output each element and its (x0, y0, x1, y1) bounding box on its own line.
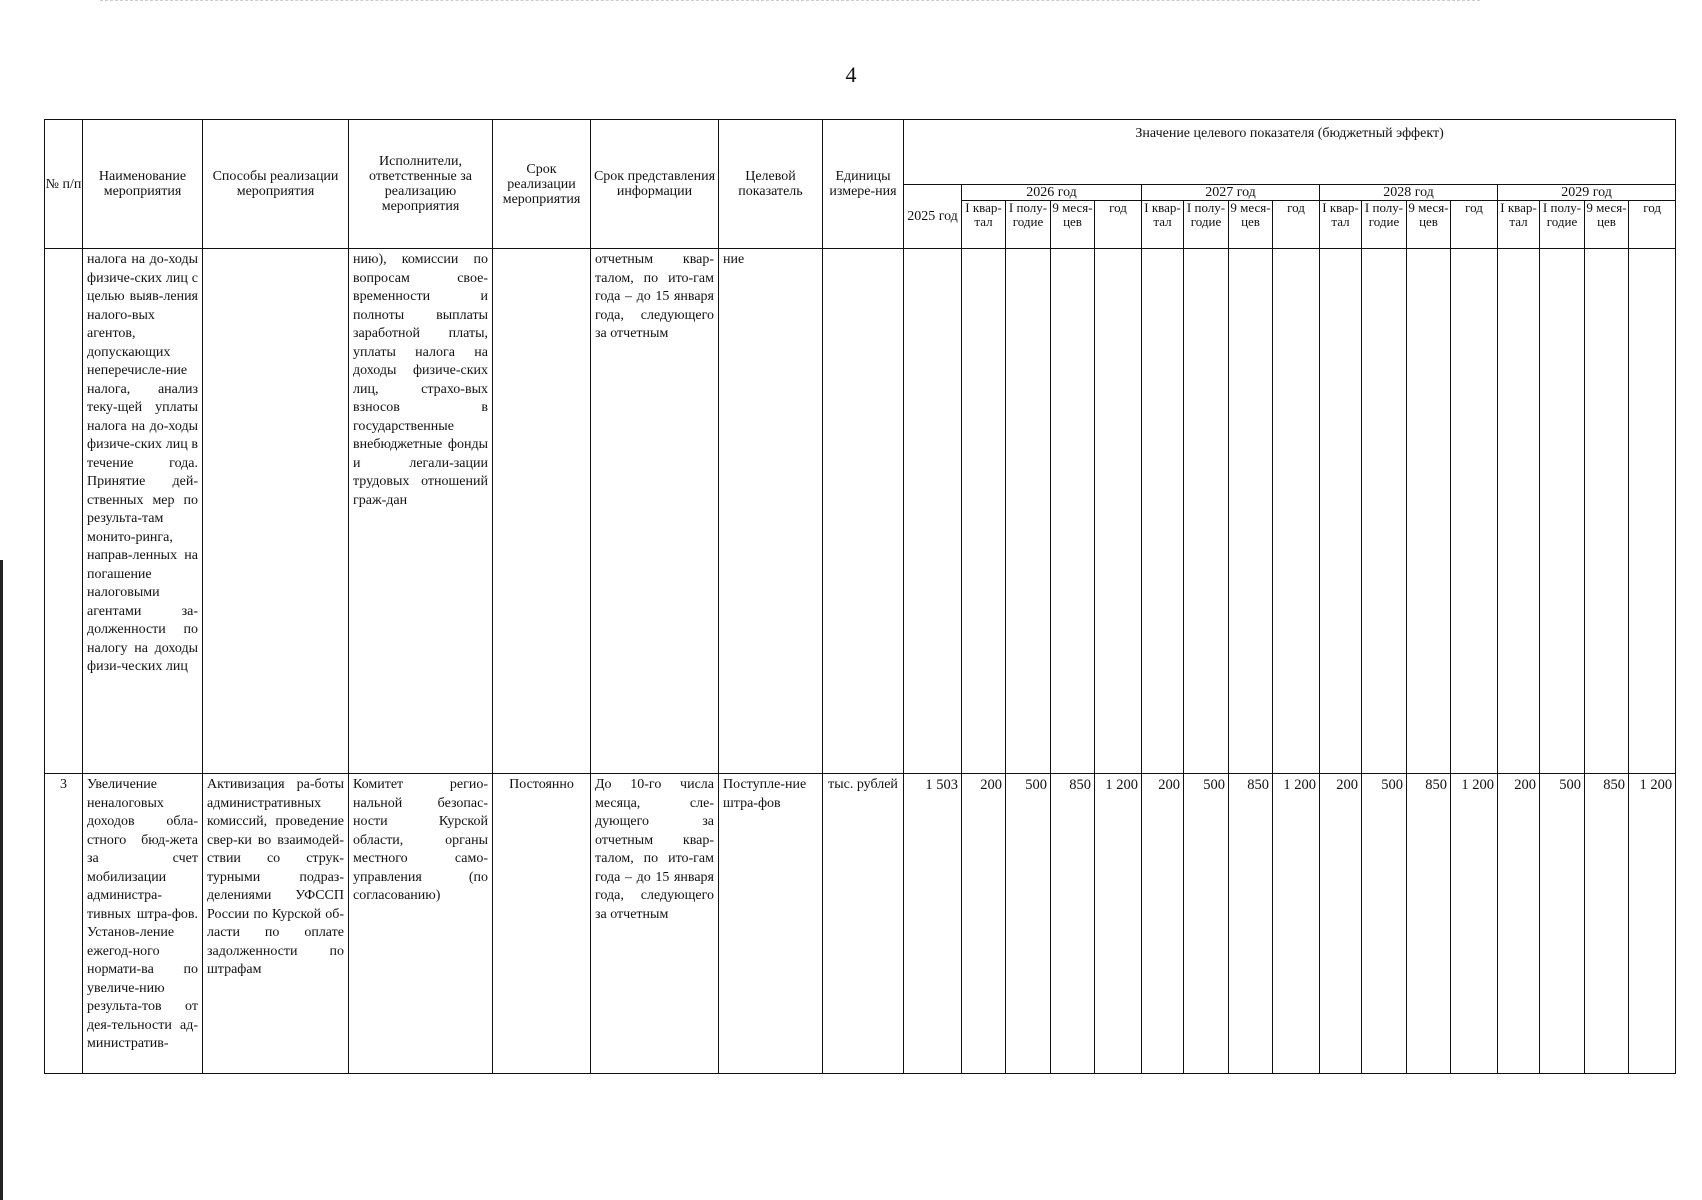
header-indicator: Целевой показатель (719, 120, 823, 249)
row-executors: Комитет регио-нальной безопас-ности Курской области, органы местного само-управления (по согласованию) (349, 774, 493, 1074)
value-cell (1451, 249, 1498, 774)
row-name: налога на до-ходы физиче-ских лиц с целью выяв-ления налого-вых агентов, допускающих неперечисле-ние налога, анализ теку-щей уплаты налога на до-ходы физиче-ских лиц в течение года. Принятие дей-ственных мер по результа-там монито-ринга, направ-ленных на погашение налоговыми агентами за-долженности по налогу на доходы физи-ческих лиц (83, 249, 203, 774)
value-cell: 500 (1184, 774, 1229, 1074)
value-cell (1498, 249, 1540, 774)
row-info-term: До 10-го числа месяца, сле-дующего за отчетным квар-талом, по ито-гам года – до 15 января года, следующего за отчетным (591, 774, 719, 1074)
value-cell (1229, 249, 1273, 774)
value-cell (1320, 249, 1362, 774)
value-cell: 850 (1585, 774, 1629, 1074)
value-cell (1142, 249, 1184, 774)
value-cell: 500 (1540, 774, 1585, 1074)
value-cell (962, 249, 1006, 774)
header-executors: Исполнители, ответственные за реализацию мероприятия (349, 120, 493, 249)
header-value-group: Значение целевого показателя (бюджетный эффект) (904, 120, 1676, 185)
value-cell (1585, 249, 1629, 774)
row-methods: Активизация ра-боты административных комиссий, проведение свер-ки во взаимодей-ствии со струк-турными подраз-делениями УФССП России по Курской об-ласти по оплате задолженности по штрафам (203, 774, 349, 1074)
value-cell: 1 200 (1273, 774, 1320, 1074)
row-name: Увеличение неналоговых доходов обла-стного бюд-жета за счет мобилизации администра-тивных штра-фов. Установ-ление ежегод-ного нормати-ва по увеличе-нию результа-тов от дея-тельности ад-министратив- (83, 774, 203, 1074)
value-cell (1184, 249, 1229, 774)
header-year: год (1629, 201, 1676, 249)
value-cell: 200 (1320, 774, 1362, 1074)
header-half-year: I полу-годие (1540, 201, 1585, 249)
header-quarter: I квар-тал (962, 201, 1006, 249)
table-row (45, 774, 1676, 1074)
value-cell: 200 (1142, 774, 1184, 1074)
header-year: год (1273, 201, 1320, 249)
row-term (493, 249, 591, 774)
scan-edge (0, 560, 3, 1200)
value-cell (904, 249, 962, 774)
header-units: Единицы измере-ния (823, 120, 904, 249)
header-year: год (1095, 201, 1142, 249)
header-year-2026: 2026 год (962, 185, 1142, 201)
row-info-term: отчетным квар-талом, по ито-гам года – до 15 января года, следующего за отчетным (591, 249, 719, 774)
value-cell: 500 (1006, 774, 1051, 1074)
row-indicator: ние (719, 249, 823, 774)
header-term: Срок реализации мероприятия (493, 120, 591, 249)
header-9-months: 9 меся-цев (1051, 201, 1095, 249)
header-half-year: I полу-годие (1362, 201, 1407, 249)
value-cell (1540, 249, 1585, 774)
value-cell: 1 503 (904, 774, 962, 1074)
header-half-year: I полу-годие (1006, 201, 1051, 249)
table-row (45, 249, 1676, 774)
value-cell (1362, 249, 1407, 774)
header-9-months: 9 меся-цев (1585, 201, 1629, 249)
header-9-months: 9 меся-цев (1407, 201, 1451, 249)
header-year-2029: 2029 год (1498, 185, 1676, 201)
row-term: Постоянно (493, 774, 591, 1074)
value-cell (1629, 249, 1676, 774)
row-units (823, 249, 904, 774)
header-year-2028: 2028 год (1320, 185, 1498, 201)
value-cell: 200 (962, 774, 1006, 1074)
header-9-months: 9 меся-цев (1229, 201, 1273, 249)
value-cell: 850 (1407, 774, 1451, 1074)
value-cell (1407, 249, 1451, 774)
value-cell (1006, 249, 1051, 774)
row-num (45, 249, 83, 774)
header-quarter: I квар-тал (1142, 201, 1184, 249)
row-units: тыс. рублей (823, 774, 904, 1074)
header-2025: 2025 год (904, 185, 962, 249)
header-methods: Способы реализации мероприятия (203, 120, 349, 249)
value-cell: 1 200 (1629, 774, 1676, 1074)
value-cell: 500 (1362, 774, 1407, 1074)
row-num: 3 (45, 774, 83, 1074)
value-cell: 850 (1051, 774, 1095, 1074)
header-year: год (1451, 201, 1498, 249)
value-cell: 1 200 (1095, 774, 1142, 1074)
top-dashed-rule (100, 0, 1480, 2)
header-quarter: I квар-тал (1498, 201, 1540, 249)
value-cell (1051, 249, 1095, 774)
value-cell (1095, 249, 1142, 774)
measures-table (44, 119, 1676, 1074)
value-cell: 200 (1498, 774, 1540, 1074)
value-cell: 850 (1229, 774, 1273, 1074)
header-quarter: I квар-тал (1320, 201, 1362, 249)
header-info-term: Срок представления информации (591, 120, 719, 249)
header-name: Наименование мероприятия (83, 120, 203, 249)
value-cell (1273, 249, 1320, 774)
header-row-1 (45, 120, 1676, 185)
header-half-year: I полу-годие (1184, 201, 1229, 249)
page-number: 4 (845, 62, 857, 87)
row-methods (203, 249, 349, 774)
row-indicator: Поступле-ние штра-фов (719, 774, 823, 1074)
row-executors: нию), комиссии по вопросам свое-временности и полноты выплаты заработной платы, уплаты налога на доходы физиче-ских лиц, страхо-вых взносов в государственные внебюджетные фонды и легали-зации трудовых отношений граж-дан (349, 249, 493, 774)
header-year-2027: 2027 год (1142, 185, 1320, 201)
value-cell: 1 200 (1451, 774, 1498, 1074)
header-num: № п/п (45, 120, 83, 249)
